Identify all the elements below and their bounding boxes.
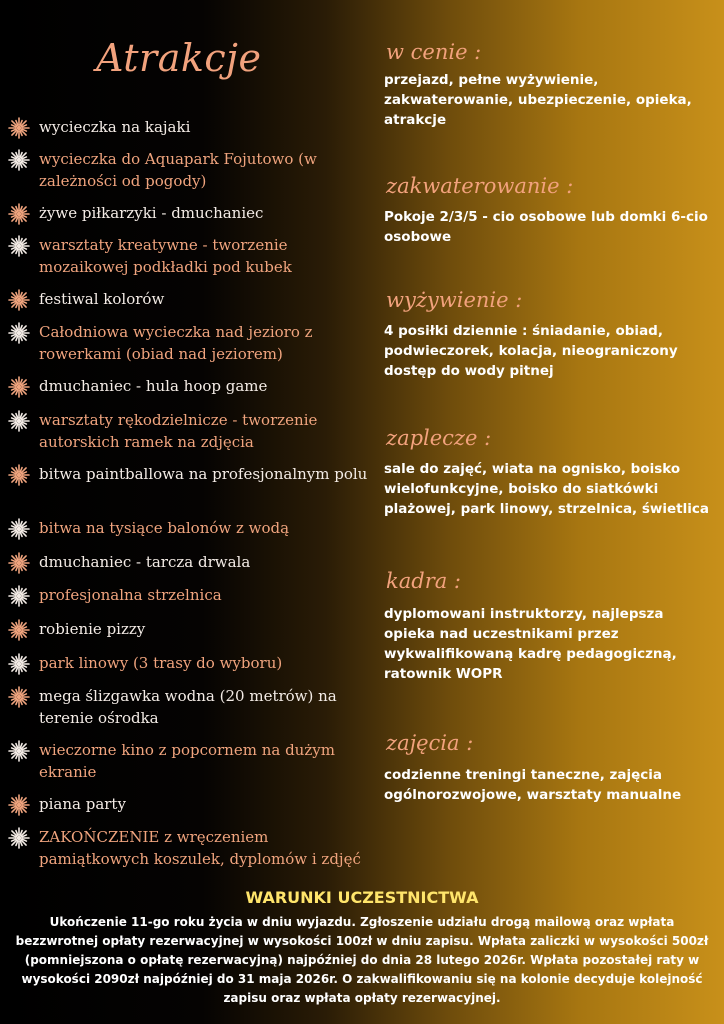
list-item <box>8 409 368 453</box>
starburst-icon <box>8 464 30 486</box>
section-heading-facilities: zaplecze : <box>386 426 492 450</box>
list-item-text: park linowy (3 trasy do wyboru) <box>39 654 283 672</box>
starburst-icon <box>8 518 30 540</box>
starburst-icon <box>8 203 30 225</box>
starburst-icon <box>8 827 30 849</box>
starburst-icon <box>8 552 30 574</box>
list-item-text: dmuchaniec - tarcza drwala <box>39 553 251 571</box>
list-item <box>8 463 368 486</box>
list-item <box>8 234 368 278</box>
list-item-text: bitwa paintballowa na profesjonalnym polu <box>39 465 368 483</box>
list-item <box>8 148 368 192</box>
list-item-text: profesjonalna strzelnica <box>39 586 222 604</box>
starburst-icon <box>8 322 30 344</box>
conditions-text: Ukończenie 11-go roku życia w dniu wyjazdu. Zgłoszenie udziału drogą mailową oraz wpłata bezzwrotnej opłaty rezerwacyjnej w wysokości 100zł w dniu zapisu. Wpłata zaliczki w wysokości 500zł (pomniejszona o opłatę rezerwacyjną) najpóźniej do dnia 28 lutego 2026r. Wpłata pozostałej raty w wysokości 2090zł najpóźniej do 31 maja 2026r. O zakwalifikowaniu się na kolonie decyduje kolejność zapisu oraz wpłata opłaty rezerwacyjnej. <box>15 915 709 1005</box>
starburst-icon <box>8 289 30 311</box>
starburst-icon <box>8 653 30 675</box>
section-text-activities: codzienne treningi taneczne, zajęcia ogólnorozwojowe, warsztaty manualne <box>384 767 682 803</box>
list-item <box>8 116 368 139</box>
section-text-price: przejazd, pełne wyżywienie, zakwaterowanie, ubezpieczenie, opieka, atrakcje <box>384 72 692 128</box>
list-item-text: festiwal kolorów <box>39 290 165 308</box>
list-item <box>8 288 368 311</box>
list-item <box>8 202 368 225</box>
list-item-text: bitwa na tysiące balonów z wodą <box>39 519 290 537</box>
starburst-icon <box>8 619 30 641</box>
section-text-meals: 4 posiłki dziennie : śniadanie, obiad, podwieczorek, kolacja, nieograniczony dostęp do wody pitnej <box>384 323 678 379</box>
list-item <box>8 826 368 870</box>
conditions-title: WARUNKI UCZESTNICTWA <box>245 888 479 907</box>
section-text-staff: dyplomowani instruktorzy, najlepsza opieka nad uczestnikami przez wykwalifikowaną kadrę pedagogiczną, ratownik WOPR <box>384 606 677 682</box>
list-item-text: dmuchaniec - hula hoop game <box>39 377 268 395</box>
list-item <box>8 321 368 365</box>
list-item-text: warsztaty rękodzielnicze - tworzenie autorskich ramek na zdjęcia <box>39 411 318 451</box>
list-item-text: piana party <box>39 795 126 813</box>
list-item-text: Całodniowa wycieczka nad jezioro z rowerkami (obiad nad jeziorem) <box>39 323 313 363</box>
list-item-text: żywe piłkarzyki - dmuchaniec <box>39 204 264 222</box>
section-heading-accommodation: zakwaterowanie : <box>386 174 574 198</box>
list-item <box>8 584 368 607</box>
starburst-icon <box>8 585 30 607</box>
list-item <box>8 618 368 641</box>
list-item <box>8 685 368 729</box>
list-item-text: warsztaty kreatywne - tworzenie mozaikowej podkładki pod kubek <box>39 236 292 276</box>
list-item-text: wycieczka do Aquapark Fojutowo (w zależności od pogody) <box>39 150 317 190</box>
section-text-facilities: sale do zajęć, wiata na ognisko, boisko wielofunkcyjne, boisko do siatkówki plażowej, park linowy, strzelnica, świetlica <box>384 461 709 517</box>
starburst-icon <box>8 376 30 398</box>
section-heading-meals: wyżywienie : <box>386 288 523 312</box>
starburst-icon <box>8 686 30 708</box>
list-item-text: robienie pizzy <box>39 620 146 638</box>
list-item <box>8 517 368 540</box>
starburst-icon <box>8 235 30 257</box>
list-item <box>8 375 368 398</box>
section-heading-staff: kadra : <box>386 569 461 593</box>
starburst-icon <box>8 794 30 816</box>
list-item-text: wieczorne kino z popcornem na dużym ekranie <box>39 741 335 781</box>
list-item <box>8 739 368 783</box>
list-item <box>8 551 368 574</box>
section-text-accommodation: Pokoje 2/3/5 - cio osobowe lub domki 6-cio osobowe <box>384 209 708 245</box>
starburst-icon <box>8 149 30 171</box>
starburst-icon <box>8 740 30 762</box>
list-item <box>8 793 368 816</box>
section-heading-activities: zajęcia : <box>386 731 474 755</box>
attractions-title: Atrakcje <box>96 36 262 80</box>
section-heading-price: w cenie : <box>386 40 482 64</box>
list-item-text: wycieczka na kajaki <box>39 118 191 136</box>
starburst-icon <box>8 410 30 432</box>
list-item <box>8 652 368 675</box>
list-item-text: ZAKOŃCZENIE z wręczeniem pamiątkowych koszulek, dyplomów i zdjęć <box>39 828 361 868</box>
list-item-text: mega ślizgawka wodna (20 metrów) na terenie ośrodka <box>39 687 337 727</box>
starburst-icon <box>8 117 30 139</box>
